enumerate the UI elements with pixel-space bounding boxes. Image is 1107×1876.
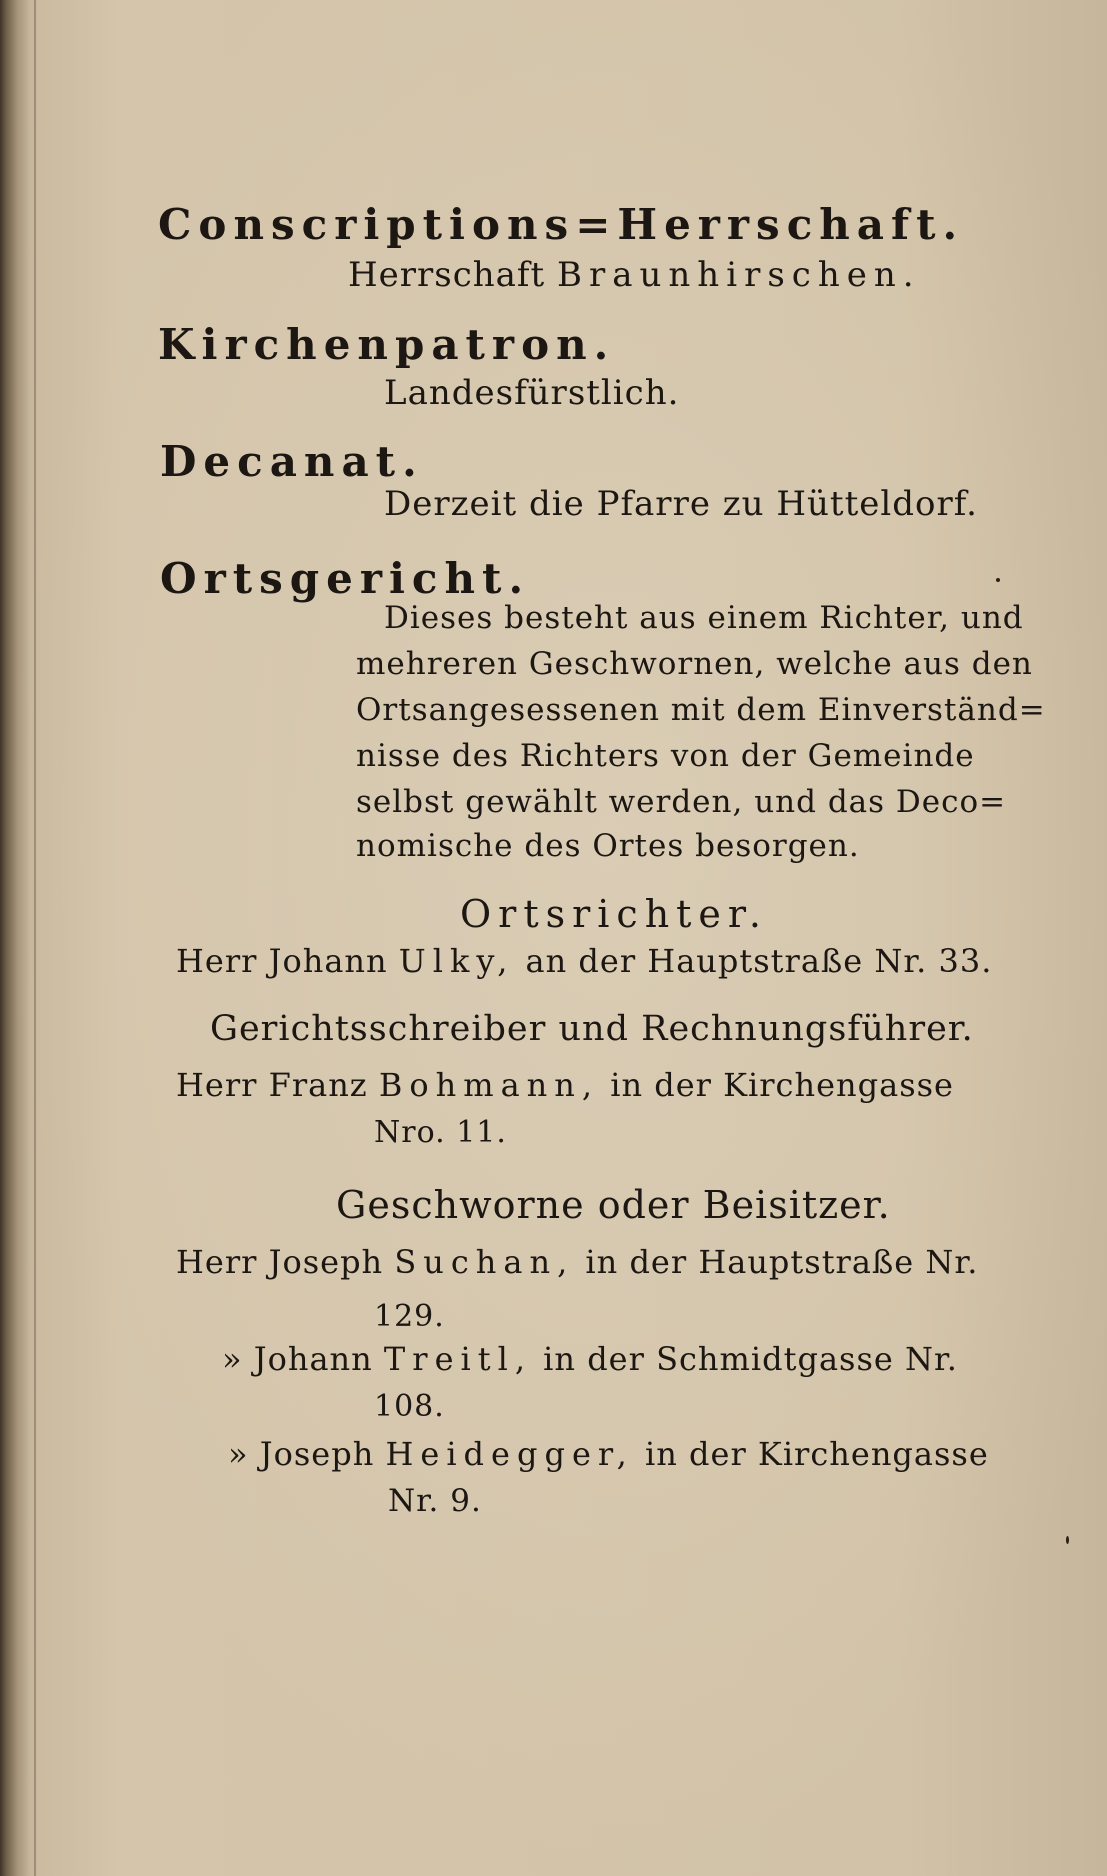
geschworne-entry-2-name: Treitl, <box>383 1340 532 1378</box>
fold-line <box>34 0 36 1876</box>
binding-edge <box>0 0 30 1876</box>
ortsgericht-line-4: nisse des Richters von der Gemeinde <box>356 738 975 774</box>
geschworne-entry-1-rest: in der Hauptstraße Nr. <box>585 1243 979 1281</box>
geschworne-entry-1-continuation: 129. <box>374 1299 445 1334</box>
geschworne-entry-1 <box>176 1243 979 1281</box>
geschworne-entry-1-prefix: Herr Joseph <box>176 1243 384 1281</box>
ortsrichter-rest: an der Hauptstraße Nr. <box>525 942 928 980</box>
geschworne-heading: Geschworne oder Beisitzer. <box>336 1183 891 1227</box>
ortsgericht-line-6: nomische des Ortes besorgen. <box>356 828 860 864</box>
gerichtsschreiber-heading: Gerichtsschreiber und Rechnungsführer. <box>210 1009 974 1049</box>
geschworne-entry-3-rest: in der Kirchengasse <box>645 1435 989 1473</box>
conscription-value <box>348 255 921 295</box>
geschworne-entry-3-name: Heidegger, <box>385 1435 634 1473</box>
gerichtsschreiber-entry <box>176 1066 954 1104</box>
conscription-heading: Conscriptions=Herrschaft. <box>158 200 965 249</box>
geschworne-entry-1-name: Suchan, <box>394 1243 575 1281</box>
ortsgericht-heading: Ortsgericht. <box>160 554 531 603</box>
ortsgericht-line-1: Dieses besteht aus einem Richter, und <box>384 600 1024 636</box>
geschworne-entry-2 <box>222 1340 958 1378</box>
gerichtsschreiber-name: Bohmann, <box>378 1066 600 1104</box>
ortsgericht-line-2: mehreren Geschwornen, welche aus den <box>356 646 1033 682</box>
geschworne-entry-2-prefix: Johann <box>253 1340 373 1378</box>
ortsgericht-line-5: selbst gewählt werden, und das Deco= <box>356 784 1007 820</box>
geschworne-entry-2-continuation: 108. <box>374 1389 445 1424</box>
geschworne-entry-3 <box>228 1435 989 1473</box>
ortsrichter-name: Ulky, <box>398 942 515 980</box>
decanat-heading: Decanat. <box>160 437 424 486</box>
ortsgericht-line-3: Ortsangesessenen mit dem Einverständ= <box>356 692 1046 728</box>
geschworne-entry-3-continuation: Nr. 9. <box>388 1483 482 1519</box>
conscription-value-a: Herrschaft <box>348 255 546 295</box>
ortsrichter-number: 33. <box>938 942 993 980</box>
ink-speck <box>996 578 1000 582</box>
ortsrichter-heading: Ortsrichter. <box>460 892 768 936</box>
ortsrichter-prefix: Herr Johann <box>176 942 388 980</box>
geschworne-entry-3-marker: » <box>228 1435 249 1473</box>
gerichtsschreiber-rest: in der Kirchengasse <box>610 1066 954 1104</box>
patron-heading: Kirchenpatron. <box>158 320 616 369</box>
gerichtsschreiber-prefix: Herr Franz <box>176 1066 368 1104</box>
ink-speck <box>1066 1536 1069 1544</box>
conscription-value-b: Braunhirschen. <box>557 255 921 295</box>
patron-value: Landesfürstlich. <box>384 373 680 413</box>
geschworne-entry-3-prefix: Joseph <box>259 1435 375 1473</box>
ortsrichter-entry <box>176 942 993 980</box>
gerichtsschreiber-continuation: Nro. 11. <box>374 1115 507 1150</box>
geschworne-entry-2-rest: in der Schmidtgasse Nr. <box>543 1340 958 1378</box>
decanat-value: Derzeit die Pfarre zu Hütteldorf. <box>384 484 978 524</box>
geschworne-entry-2-marker: » <box>222 1340 243 1378</box>
